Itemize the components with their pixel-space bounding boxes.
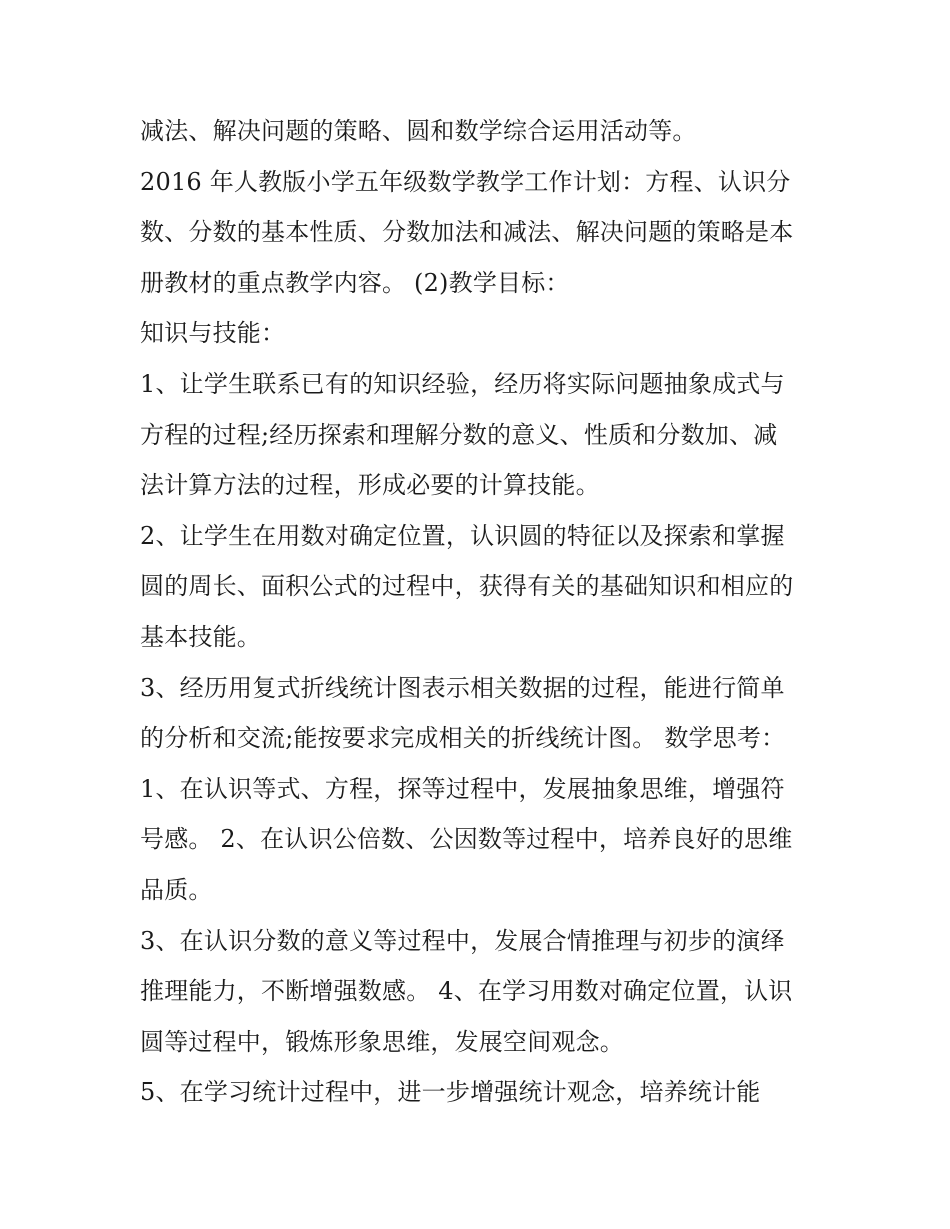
text-line: 推理能力，不断增强数感。 4、在学习用数对确定位置，认识: [140, 977, 793, 1006]
text-line: 号感。 2、在认识公倍数、公因数等过程中，培养良好的思维: [140, 825, 793, 854]
document-body: [140, 106, 820, 1118]
text-line: 1、在认识等式、方程，探等过程中，发展抽象思维，增强符: [140, 774, 785, 803]
text-line: 品质。: [140, 875, 213, 904]
text-line: 数、分数的基本性质、分数加法和减法、解决问题的策略是本: [140, 218, 794, 247]
text-line: 减法、解决问题的策略、圆和数学综合运用活动等。: [140, 117, 697, 145]
text-line: 基本技能。: [140, 622, 261, 651]
text-line: 圆的周长、面积公式的过程中，获得有关的基础知识和相应的: [140, 572, 794, 601]
text-line: 方程的过程;经历探索和理解分数的意义、性质和分数加、减: [140, 420, 778, 449]
text-line: 3、在认识分数的意义等过程中，发展合情推理与初步的演绎: [140, 926, 785, 955]
text-line: 圆等过程中，锻炼形象思维，发展空间观念。: [140, 1027, 624, 1056]
text-line: 2、让学生在用数对确定位置，认识圆的特征以及探索和掌握: [140, 521, 785, 550]
text-line: 法计算方法的过程，形成必要的计算技能。: [140, 471, 600, 500]
section-heading: 知识与技能：: [140, 319, 286, 348]
text-line: 1、让学生联系已有的知识经验，经历将实际问题抽象成式与: [140, 369, 785, 398]
text-line: 3、经历用复式折线统计图表示相关数据的过程，能进行简单: [140, 673, 785, 702]
text-line: 册教材的重点教学内容。 (2)教学目标：: [140, 268, 570, 297]
text-line: 5、在学习统计过程中，进一步增强统计观念，培养统计能: [140, 1078, 761, 1107]
text-line: 2016 年人教版小学五年级数学教学工作计划：方程、认识分: [140, 167, 791, 196]
text-line: 的分析和交流;能按要求完成相关的折线统计图。 数学思考：: [140, 724, 786, 753]
